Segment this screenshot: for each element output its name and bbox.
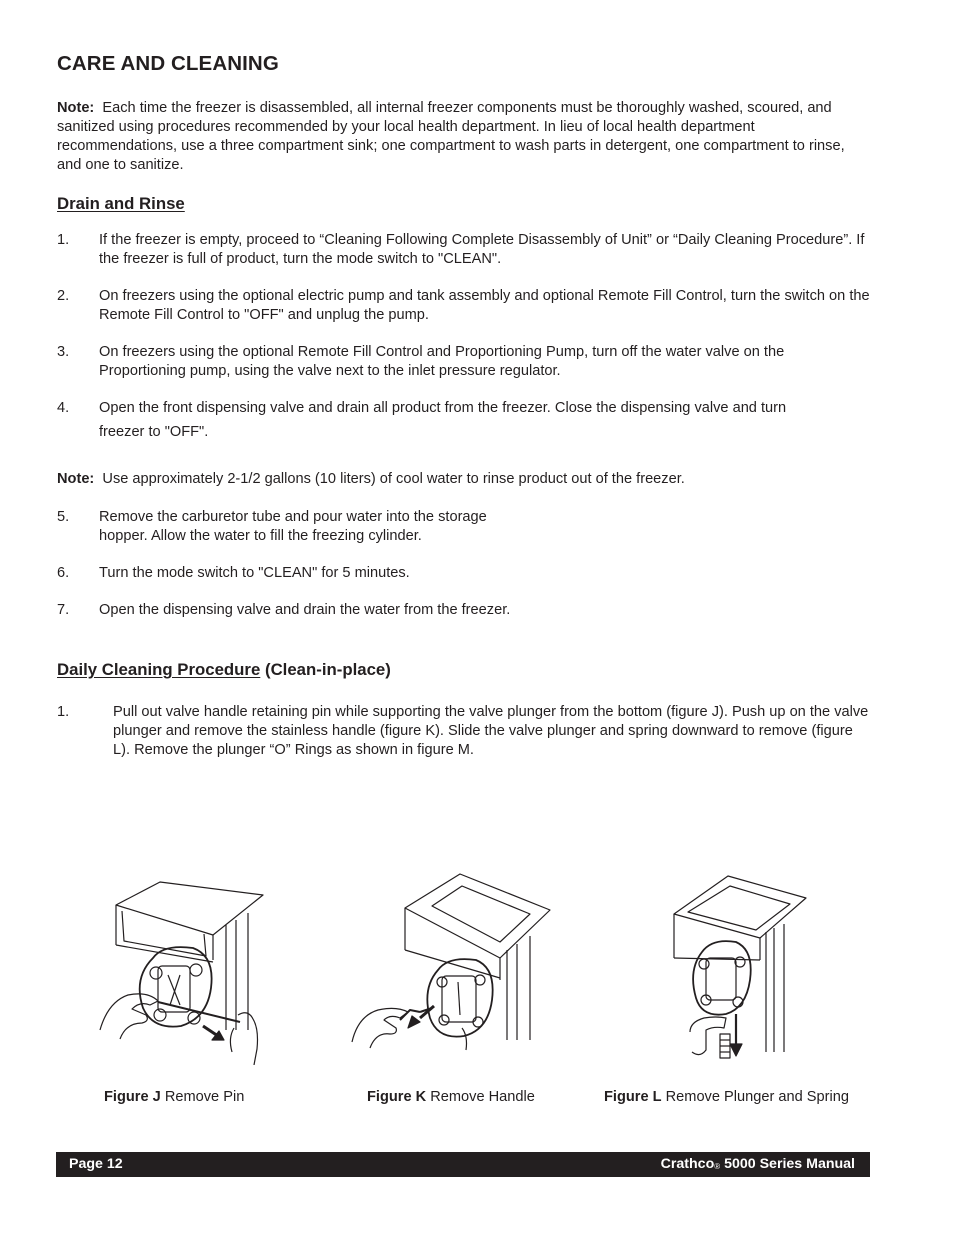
figure-l-illustration — [670, 872, 810, 1072]
figure-j-illustration — [98, 880, 268, 1065]
figure-l-caption: Figure L Remove Plunger and Spring — [604, 1089, 849, 1105]
manual-title: Crathco® 5000 Series Manual — [660, 1156, 855, 1172]
note-text: Each time the freezer is disassembled, all internal freezer components must be thoroughly washed, scoured, and sanitized using procedures recommended by your local health department. In lieu of local health department recommendations, use a three compartment sink; one compartment to wash parts in detergent, one compartment to rinse, and one to sanitize. — [57, 100, 845, 173]
intro-note — [57, 99, 872, 175]
figure-k-caption: Figure K Remove Handle — [367, 1089, 535, 1105]
page-footer — [56, 1152, 870, 1177]
note-text: Use approximately 2-1/2 gallons (10 liters) of cool water to rinse product out of the freezer. — [102, 471, 685, 487]
note-label: Note: — [57, 471, 95, 487]
page-title: CARE AND CLEANING — [57, 52, 279, 75]
rinse-note — [57, 470, 872, 489]
figure-k-illustration — [350, 870, 555, 1060]
section-heading-drain-rinse: Drain and Rinse — [57, 194, 185, 213]
note-label: Note: — [57, 100, 95, 116]
page-number: Page 12 — [69, 1156, 123, 1172]
figure-j-caption: Figure J Remove Pin — [104, 1089, 245, 1105]
section-heading-daily-cleaning: Daily Cleaning Procedure (Clean-in-place) — [57, 660, 391, 679]
